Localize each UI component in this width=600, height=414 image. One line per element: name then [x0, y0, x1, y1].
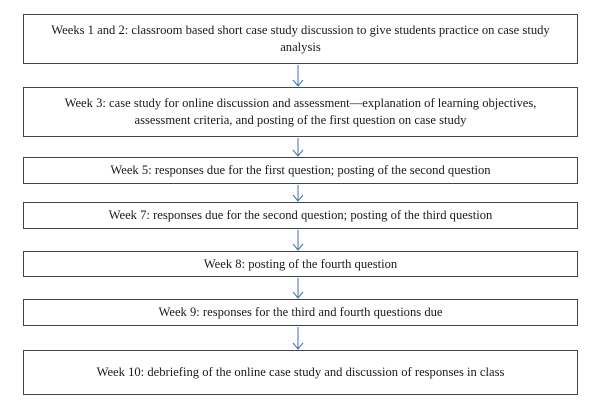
arrow-down-icon — [293, 185, 303, 201]
step-box-week-7 — [23, 202, 578, 229]
step-label: Week 9: responses for the third and fourth questions due — [158, 305, 443, 319]
arrow-down-icon — [293, 138, 303, 156]
step-label: Week 7: responses due for the second question; posting of the third question — [108, 208, 493, 222]
step-label: Week 10: debriefing of the online case study and discussion of responses in class — [96, 365, 505, 379]
step-label: Week 3: case study for online discussion and assessment—explanation of learning objectives, assessment criteria, and posting of the first question on case study — [64, 96, 537, 127]
step-box-week-10 — [23, 350, 578, 395]
arrow-down-icon — [293, 278, 303, 298]
step-label: Weeks 1 and 2: classroom based short case study discussion to give students practice on case study analysis — [51, 23, 550, 54]
step-box-weeks-1-2 — [23, 14, 578, 64]
step-label: Week 5: responses due for the first question; posting of the second question — [110, 163, 491, 177]
step-box-week-5 — [23, 157, 578, 184]
arrow-down-icon — [293, 65, 303, 86]
arrow-down-icon — [293, 327, 303, 349]
step-box-week-8 — [23, 251, 578, 277]
step-label: Week 8: posting of the fourth question — [203, 256, 398, 271]
step-box-week-9 — [23, 299, 578, 326]
step-box-week-3 — [23, 87, 578, 137]
arrow-down-icon — [293, 230, 303, 250]
